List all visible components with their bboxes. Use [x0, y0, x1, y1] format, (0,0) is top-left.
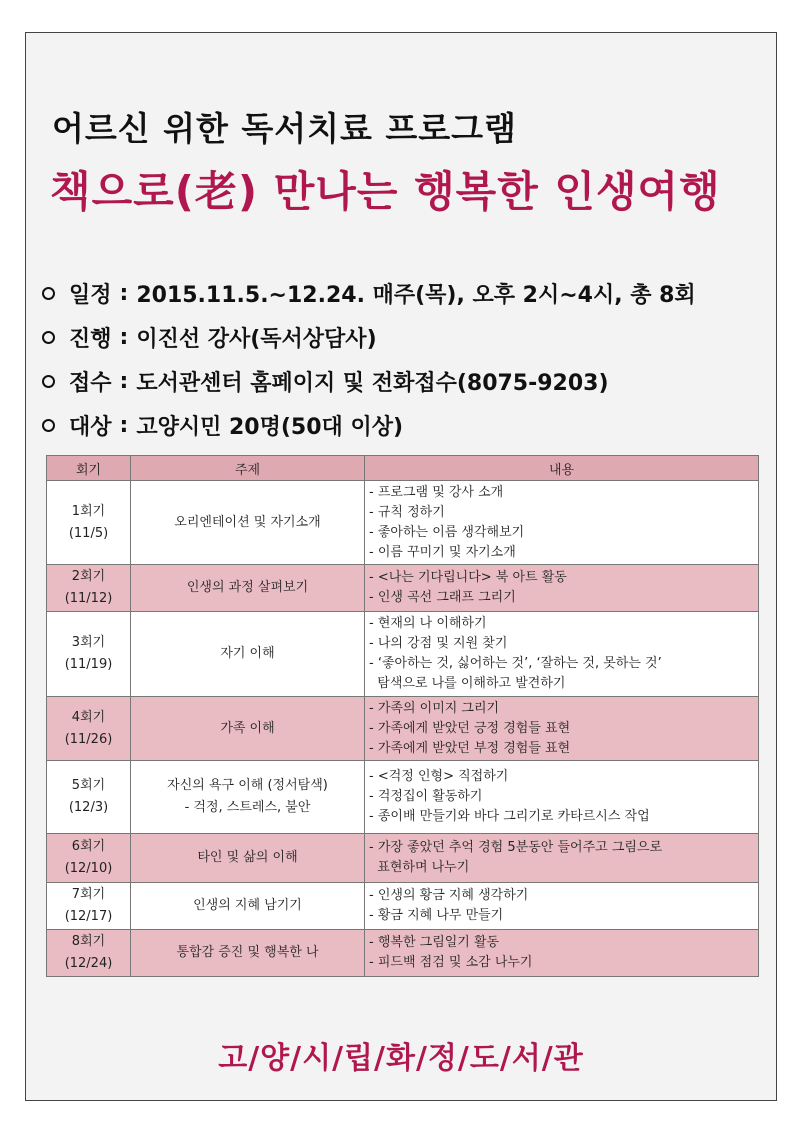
topic-line: - 걱정, 스트레스, 불안	[184, 800, 311, 815]
header-session: 회기	[47, 456, 131, 481]
table-row	[47, 481, 759, 565]
info-separator: :	[119, 412, 129, 438]
program-subtitle: 책으로(老) 만나는 행복한 인생여행	[50, 167, 721, 216]
content-line: - 프로그램 및 강사 소개	[369, 484, 504, 500]
session-number: 1회기	[71, 503, 106, 519]
session-number: 2회기	[71, 569, 106, 584]
topic-cell	[131, 883, 365, 930]
info-item	[42, 271, 696, 315]
topic-line: 자기 이해	[220, 646, 275, 661]
content-line: - 나의 강점 및 지원 찾기	[369, 636, 508, 651]
content-cell	[365, 761, 759, 834]
content-line: 탐색으로 나를 이해하고 발견하기	[369, 676, 566, 691]
table-row	[47, 612, 759, 697]
info-separator: :	[119, 324, 129, 350]
session-number: 7회기	[71, 887, 106, 902]
topic-line: 자신의 욕구 이해 (정서탐색)	[167, 778, 328, 793]
info-item	[42, 359, 696, 403]
info-value: 2015.11.5.~12.24. 매주(목), 오후 2시~4시, 총 8회	[136, 282, 696, 308]
circle-bullet-icon	[42, 419, 55, 432]
session-cell	[47, 834, 131, 883]
topic-cell	[131, 697, 365, 761]
header-topic: 주제	[131, 456, 365, 481]
content-line: - 가족에게 받았던 부정 경험들 표현	[369, 740, 571, 756]
topic-cell	[131, 612, 365, 697]
info-value: 도서관센터 홈페이지 및 전화접수(8075-9203)	[136, 370, 609, 396]
header-content: 내용	[365, 456, 759, 481]
content-line: - 인생의 황금 지혜 생각하기	[369, 888, 529, 903]
topic-line: 통합감 증진 및 행복한 나	[176, 945, 319, 960]
content-line: - 행복한 그림일기 활동	[369, 935, 500, 950]
session-number: 8회기	[71, 934, 106, 949]
content-cell	[365, 930, 759, 977]
table-row	[47, 761, 759, 834]
topic-line: 오리엔테이션 및 자기소개	[174, 514, 321, 530]
session-date: (12/10)	[64, 861, 113, 876]
content-line: 표현하며 나누기	[369, 860, 470, 875]
table-header-row	[47, 456, 759, 481]
session-number: 6회기	[71, 839, 106, 854]
topic-line: 인생의 과정 살펴보기	[186, 580, 309, 595]
session-date: (11/19)	[64, 657, 113, 672]
content-line: - 종이배 만들기와 바다 그리기로 카타르시스 작업	[369, 809, 650, 824]
library-name: 고/양/시/립/화/정/도/서/관	[218, 1041, 584, 1076]
session-date: (11/26)	[64, 731, 113, 747]
schedule-table	[46, 455, 759, 977]
content-line: - 황금 지혜 나무 만들기	[369, 908, 504, 923]
content-cell	[365, 565, 759, 612]
table-row	[47, 883, 759, 930]
info-label: 일정	[69, 282, 112, 308]
table-row	[47, 565, 759, 612]
info-item	[42, 403, 696, 447]
topic-line: 인생의 지혜 남기기	[193, 898, 302, 913]
topic-cell	[131, 481, 365, 565]
content-line: - 인생 곡선 그래프 그리기	[369, 590, 516, 605]
session-date: (11/5)	[68, 525, 109, 541]
info-item	[42, 315, 696, 359]
info-separator: :	[119, 368, 129, 394]
content-line: - <걱정 인형> 직접하기	[369, 769, 509, 784]
content-cell	[365, 612, 759, 697]
topic-cell	[131, 761, 365, 834]
info-value: 고양시민 20명(50대 이상)	[136, 414, 404, 440]
circle-bullet-icon	[42, 331, 55, 344]
content-cell	[365, 697, 759, 761]
session-date: (11/12)	[64, 591, 113, 606]
content-line: - 가장 좋았던 추억 경험 5분동안 들어주고 그림으로	[369, 840, 663, 855]
content-line: - 피드백 점검 및 소감 나누기	[369, 955, 533, 970]
topic-cell	[131, 565, 365, 612]
session-number: 3회기	[71, 635, 106, 650]
schedule-body	[47, 481, 759, 977]
session-cell	[47, 697, 131, 761]
info-label: 진행	[69, 326, 112, 352]
session-cell	[47, 883, 131, 930]
topic-cell	[131, 834, 365, 883]
session-cell	[47, 612, 131, 697]
session-number: 5회기	[71, 778, 106, 793]
topic-line: 타인 및 삶의 이해	[197, 850, 298, 865]
topic-cell	[131, 930, 365, 977]
content-cell	[365, 883, 759, 930]
content-line: - 걱정집이 활동하기	[369, 789, 483, 804]
table-row	[47, 930, 759, 977]
content-line: - <나는 기다립니다> 북 아트 활동	[369, 570, 567, 585]
session-number: 4회기	[71, 709, 106, 725]
session-cell	[47, 761, 131, 834]
topic-line: 가족 이해	[220, 720, 275, 736]
content-line: - 가족의 이미지 그리기	[369, 700, 500, 716]
poster	[25, 32, 777, 1101]
info-label: 대상	[69, 414, 112, 440]
info-separator: :	[119, 280, 129, 306]
session-date: (12/24)	[64, 956, 113, 971]
info-list	[42, 271, 696, 447]
info-value: 이진선 강사(독서상담사)	[136, 326, 377, 352]
content-line: - 가족에게 받았던 긍정 경험들 표현	[369, 720, 571, 736]
circle-bullet-icon	[42, 287, 55, 300]
table-row	[47, 834, 759, 883]
session-date: (12/17)	[64, 909, 113, 924]
content-line: - 현재의 나 이해하기	[369, 616, 487, 631]
content-cell	[365, 481, 759, 565]
session-cell	[47, 565, 131, 612]
session-date: (12/3)	[68, 800, 109, 815]
session-cell	[47, 481, 131, 565]
session-cell	[47, 930, 131, 977]
content-line: - 이름 꾸미기 및 자기소개	[369, 544, 516, 560]
content-line: - 규칙 정하기	[369, 504, 445, 520]
program-title: 어르신 위한 독서치료 프로그램	[52, 109, 517, 148]
content-line: - 좋아하는 이름 생각해보기	[369, 524, 525, 540]
info-label: 접수	[69, 370, 112, 396]
table-row	[47, 697, 759, 761]
circle-bullet-icon	[42, 375, 55, 388]
content-cell	[365, 834, 759, 883]
content-line: - ‘좋아하는 것, 싫어하는 것’, ‘잘하는 것, 못하는 것’	[369, 656, 662, 671]
